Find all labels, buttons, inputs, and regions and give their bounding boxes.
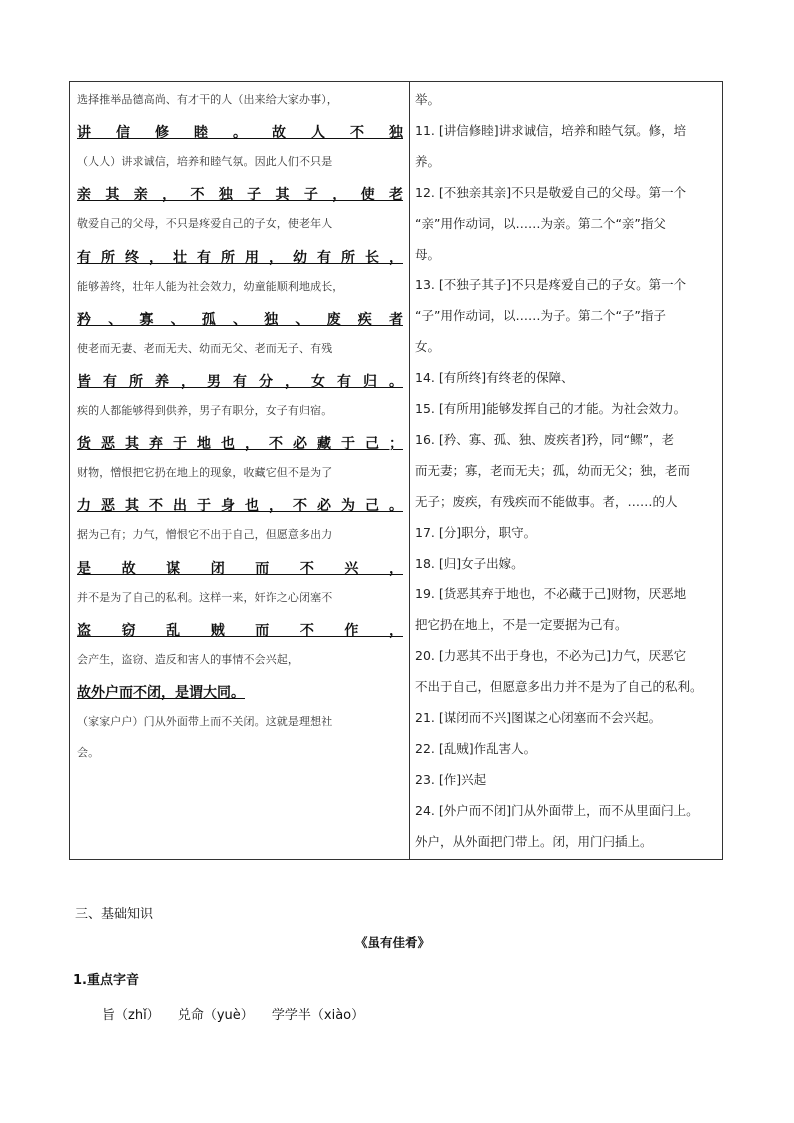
- note-line: 母。: [415, 246, 441, 262]
- original-text-line: 有 所 终 ， 壮 有 所 用 ， 幼 有 所 长 ，: [77, 249, 403, 266]
- note-line: 女。: [415, 339, 441, 355]
- translation-line: （家家户户）门从外面带上而不关闭。这就是理想社: [77, 715, 333, 728]
- note-line: 不出于自己，但愿意多出力并不是为了自己的私利。: [415, 679, 703, 695]
- item-heading: 1.重点字音: [73, 973, 139, 988]
- translation-line: 会产生，盗窃、造反和害人的事情不会兴起，: [77, 652, 299, 666]
- original-text-line: 皆 有 所 养 ， 男 有 分 ， 女 有 归 。: [77, 373, 403, 390]
- column-divider: [409, 82, 410, 859]
- original-text-line: 货 恶 其 弃 于 地 也 ， 不 必 藏 于 己 ；: [77, 436, 403, 453]
- pronunciation-item: 兑命（yuè）: [177, 1008, 254, 1023]
- translation-line: 敬爱自己的父母，不只是疼爱自己的子女，使老年人: [77, 217, 333, 231]
- translation-line: 财物，憎恨把它扔在地上的现象，收藏它但不是为了: [77, 466, 333, 480]
- note-line: 举。: [415, 92, 441, 107]
- original-text-line: 盗 窃 乱 贼 而 不 作 ，: [77, 622, 403, 639]
- note-line: 14. [有所终]有终老的保障、: [415, 370, 574, 386]
- note-line: 16. [矜、寡、孤、独、废疾者]矜，同“鳏”，老: [415, 431, 675, 447]
- note-line: 无子；废疾，有残疾而不能做事。者，……的人: [415, 493, 678, 509]
- translation-line: 疾的人都能够得到供养，男子有职分，女子有归宿。: [77, 404, 333, 417]
- section-heading: 三、基础知识: [75, 907, 154, 922]
- note-line: “子”用作动词，以……为子。第二个“子”指子: [415, 308, 666, 324]
- original-text-line: 矜 、 寡 、 孤 、 独 、 废 疾 者: [77, 311, 403, 328]
- translation-line: （人人）讲求诚信，培养和睦气氛。因此人们不只是: [77, 155, 333, 169]
- note-line: 17. [分]职分，职守。: [415, 524, 537, 540]
- note-line: 22. [乱贼]作乱害人。: [415, 740, 537, 756]
- translation-line: 据为己有；力气，憎恨它不出于自己，但愿意多出力: [77, 528, 333, 542]
- translation-line: 能够善终，壮年人能为社会效力，幼童能顺利地成长，: [77, 279, 344, 293]
- note-line: 18. [归]女子出嫁。: [415, 555, 524, 571]
- original-text-line: 故外户而不闭，是谓大同。: [77, 684, 245, 701]
- note-line: 20. [力恶其不出于身也，不必为己]力气，厌恶它: [415, 648, 687, 664]
- translation-line: 会。: [77, 746, 100, 760]
- note-line: “亲”用作动词，以……为亲。第二个“亲”指父: [415, 215, 666, 231]
- pronunciation-list: [102, 1004, 378, 1023]
- translation-line: 使老而无妻、老而无夫、幼而无父、老而无子、有残: [77, 341, 333, 355]
- note-line: 12. [不独亲其亲]不只是敬爱自己的父母。第一个: [415, 184, 687, 200]
- original-text-line: 讲 信 修 睦 。 故 人 不 独: [77, 125, 403, 142]
- note-line: 15. [有所用]能够发挥自己的才能。为社会效力。: [415, 401, 687, 416]
- pronunciation-item: 学学半（xiào）: [271, 1008, 365, 1023]
- text-title: 《虽有佳肴》: [355, 935, 431, 950]
- original-text-line: 亲 其 亲 ， 不 独 子 其 子 ， 使 老: [77, 187, 403, 204]
- note-line: 把它扔在地上，不是一定要据为己有。: [415, 617, 628, 633]
- pronunciation-item: 旨（zhǐ）: [102, 1008, 160, 1023]
- original-text-line: 是 故 谋 闭 而 不 兴 ，: [77, 560, 403, 577]
- translation-line: 选择推举品德高尚、有才干的人（出来给大家办事），: [77, 93, 338, 106]
- note-line: 外户，从外面把门带上。闭，用门闩插上。: [415, 833, 653, 849]
- original-text-line: 力 恶 其 不 出 于 身 也 ， 不 必 为 己 。: [77, 498, 403, 515]
- note-line: 23. [作]兴起: [415, 771, 487, 787]
- note-line: 而无妻；寡，老而无夫；孤，幼而无父；独，老而: [415, 462, 691, 478]
- note-line: 11. [讲信修睦]讲求诚信，培养和睦气氛。修，培: [415, 122, 687, 138]
- note-line: 19. [货恶其弃于地也，不必藏于己]财物，厌恶地: [415, 586, 687, 602]
- translation-line: 并不是为了自己的私利。这样一来，奸诈之心闭塞不: [77, 590, 333, 604]
- annotation-table: [69, 81, 723, 860]
- note-line: 21. [谋闭而不兴]图谋之心闭塞而不会兴起。: [415, 710, 662, 725]
- note-line: 养。: [415, 153, 441, 169]
- note-line: 24. [外户而不闭]门从外面带上，而不从里面闩上。: [415, 802, 699, 818]
- note-line: 13. [不独子其子]不只是疼爱自己的子女。第一个: [415, 277, 687, 293]
